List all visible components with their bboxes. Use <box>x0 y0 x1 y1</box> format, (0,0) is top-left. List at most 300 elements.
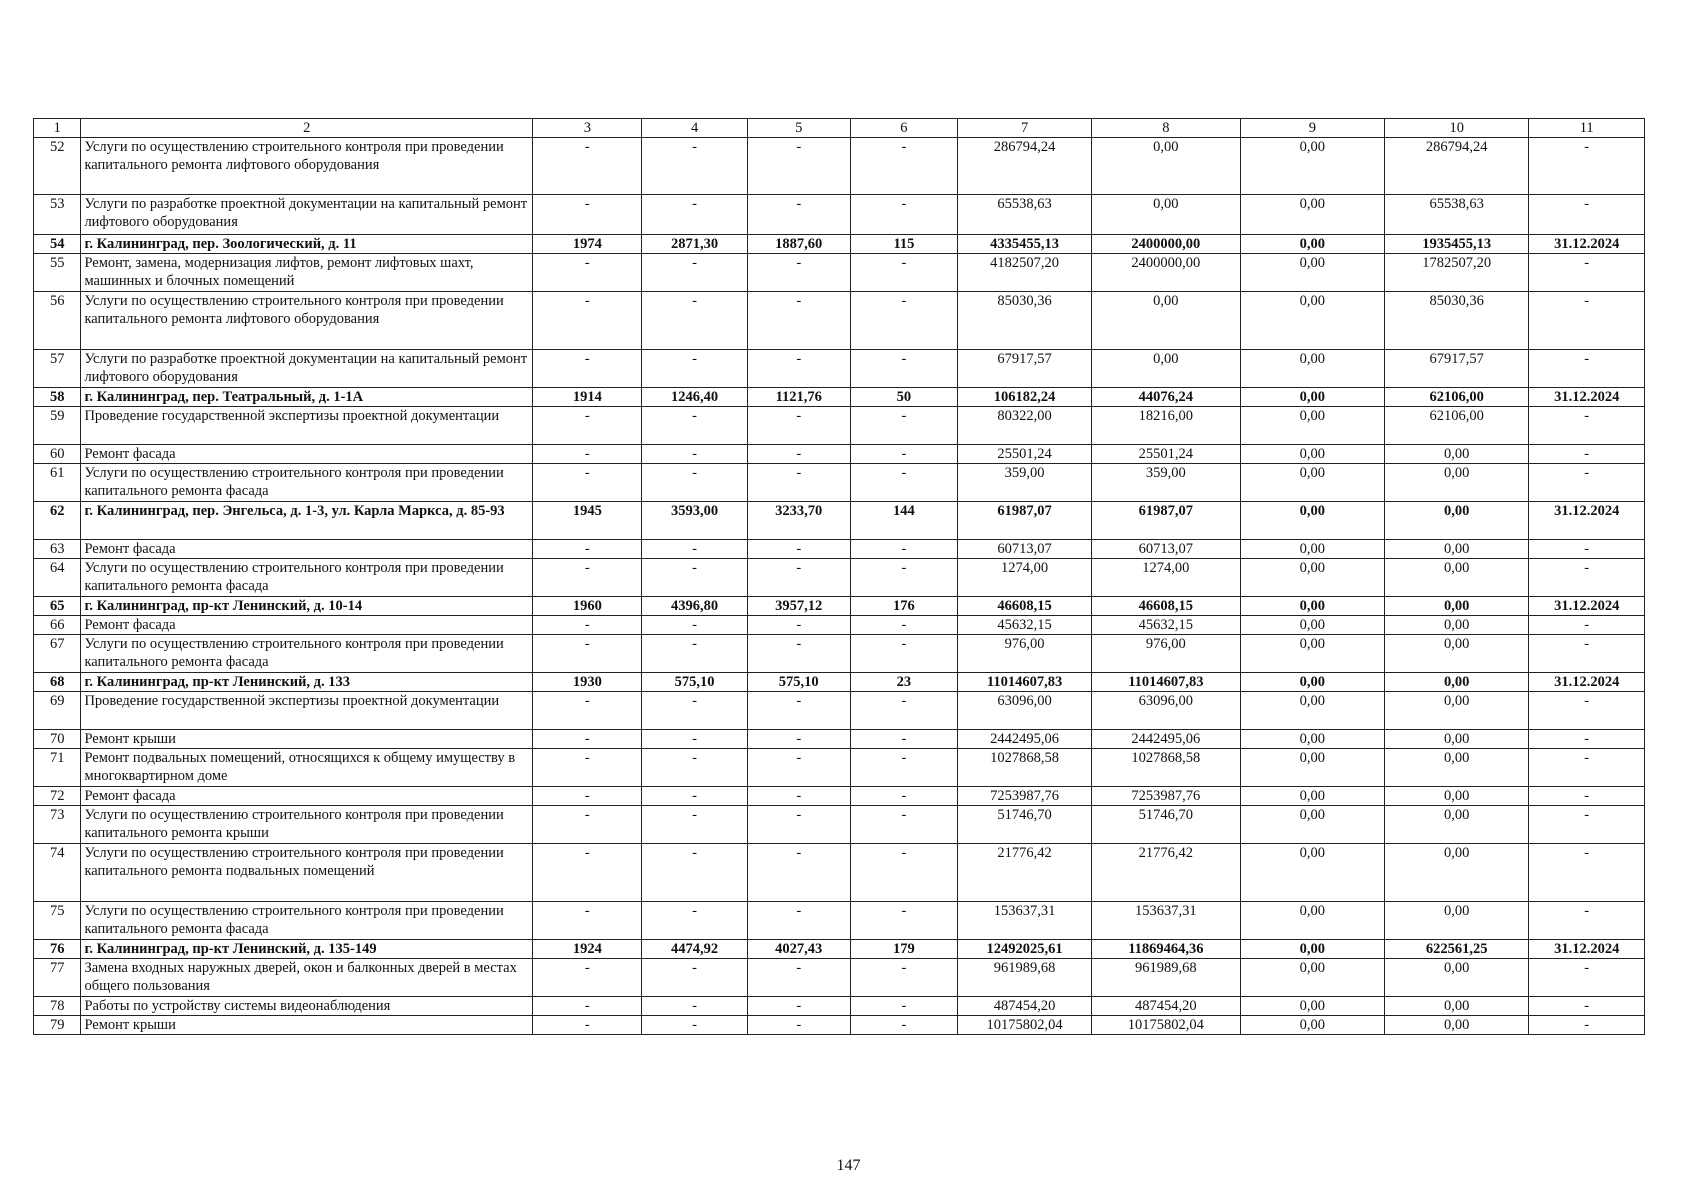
year-built-cell: - <box>533 806 642 844</box>
page-number: 147 <box>836 1157 861 1174</box>
cost-fund-cell: 21776,42 <box>1092 844 1241 902</box>
cost-budget-cell: 0,00 <box>1240 616 1384 635</box>
completion-date-cell: - <box>1529 540 1645 559</box>
total-cost-cell: 961989,68 <box>958 959 1092 997</box>
living-area-cell: 3233,70 <box>747 502 850 540</box>
column-header: 10 <box>1385 119 1529 138</box>
residents-cell: - <box>850 806 957 844</box>
living-area-cell: 575,10 <box>747 673 850 692</box>
cost-budget-cell: 0,00 <box>1240 559 1384 597</box>
item-name-cell: г. Калининград, пер. Театральный, д. 1-1А <box>81 388 533 407</box>
cost-fund-cell: 46608,15 <box>1092 597 1241 616</box>
total-cost-cell: 106182,24 <box>958 388 1092 407</box>
cost-budget-cell: 0,00 <box>1240 673 1384 692</box>
cost-owners-cell: 0,00 <box>1385 559 1529 597</box>
living-area-cell: - <box>747 997 850 1016</box>
total-area-cell: 1246,40 <box>642 388 747 407</box>
residents-cell: - <box>850 292 957 350</box>
total-cost-cell: 21776,42 <box>958 844 1092 902</box>
total-cost-cell: 976,00 <box>958 635 1092 673</box>
table-row <box>34 1016 1645 1035</box>
table-body <box>34 138 1645 1035</box>
completion-date-cell: - <box>1529 407 1645 445</box>
item-name-cell: г. Калининград, пр-кт Ленинский, д. 10-14 <box>81 597 533 616</box>
cost-budget-cell: 0,00 <box>1240 540 1384 559</box>
table-row <box>34 692 1645 730</box>
column-header: 7 <box>958 119 1092 138</box>
residents-cell: - <box>850 959 957 997</box>
residents-cell: - <box>850 559 957 597</box>
living-area-cell: 1121,76 <box>747 388 850 407</box>
cost-budget-cell: 0,00 <box>1240 502 1384 540</box>
residents-cell: - <box>850 787 957 806</box>
cost-fund-cell: 25501,24 <box>1092 445 1241 464</box>
completion-date-cell: - <box>1529 635 1645 673</box>
table-row <box>34 235 1645 254</box>
total-cost-cell: 7253987,76 <box>958 787 1092 806</box>
cost-owners-cell: 0,00 <box>1385 540 1529 559</box>
residents-cell: - <box>850 350 957 388</box>
year-built-cell: - <box>533 730 642 749</box>
living-area-cell: 1887,60 <box>747 235 850 254</box>
total-area-cell: - <box>642 540 747 559</box>
year-built-cell: - <box>533 464 642 502</box>
cost-fund-cell: 961989,68 <box>1092 959 1241 997</box>
item-name-cell: Услуги по осуществлению строительного контроля при проведении капитального ремонта фасада <box>81 902 533 940</box>
row-number-cell: 71 <box>34 749 81 787</box>
completion-date-cell: - <box>1529 749 1645 787</box>
item-name-cell: Ремонт крыши <box>81 730 533 749</box>
living-area-cell: - <box>747 350 850 388</box>
row-number-cell: 67 <box>34 635 81 673</box>
total-area-cell: - <box>642 635 747 673</box>
cost-owners-cell: 0,00 <box>1385 692 1529 730</box>
residents-cell: - <box>850 749 957 787</box>
cost-fund-cell: 1274,00 <box>1092 559 1241 597</box>
living-area-cell: - <box>747 959 850 997</box>
row-number-cell: 77 <box>34 959 81 997</box>
cost-budget-cell: 0,00 <box>1240 445 1384 464</box>
cost-budget-cell: 0,00 <box>1240 597 1384 616</box>
row-number-cell: 70 <box>34 730 81 749</box>
total-area-cell: - <box>642 806 747 844</box>
cost-budget-cell: 0,00 <box>1240 1016 1384 1035</box>
total-area-cell: - <box>642 350 747 388</box>
row-number-cell: 64 <box>34 559 81 597</box>
cost-fund-cell: 60713,07 <box>1092 540 1241 559</box>
total-cost-cell: 61987,07 <box>958 502 1092 540</box>
item-name-cell: г. Калининград, пер. Зоологический, д. 11 <box>81 235 533 254</box>
cost-budget-cell: 0,00 <box>1240 464 1384 502</box>
completion-date-cell: 31.12.2024 <box>1529 597 1645 616</box>
column-header: 11 <box>1529 119 1645 138</box>
residents-cell: 176 <box>850 597 957 616</box>
item-name-cell: Услуги по осуществлению строительного контроля при проведении капитального ремонта фасада <box>81 464 533 502</box>
year-built-cell: 1974 <box>533 235 642 254</box>
total-area-cell: - <box>642 787 747 806</box>
row-number-cell: 62 <box>34 502 81 540</box>
table-row <box>34 730 1645 749</box>
completion-date-cell: - <box>1529 959 1645 997</box>
cost-fund-cell: 61987,07 <box>1092 502 1241 540</box>
completion-date-cell: - <box>1529 730 1645 749</box>
data-table <box>33 118 1645 1035</box>
total-cost-cell: 2442495,06 <box>958 730 1092 749</box>
completion-date-cell: - <box>1529 254 1645 292</box>
column-header: 5 <box>747 119 850 138</box>
cost-budget-cell: 0,00 <box>1240 195 1384 235</box>
year-built-cell: 1960 <box>533 597 642 616</box>
cost-budget-cell: 0,00 <box>1240 806 1384 844</box>
column-header: 4 <box>642 119 747 138</box>
completion-date-cell: - <box>1529 844 1645 902</box>
living-area-cell: - <box>747 407 850 445</box>
cost-budget-cell: 0,00 <box>1240 844 1384 902</box>
total-area-cell: - <box>642 407 747 445</box>
total-cost-cell: 67917,57 <box>958 350 1092 388</box>
residents-cell: - <box>850 844 957 902</box>
table-row <box>34 749 1645 787</box>
header-row <box>34 119 1645 138</box>
cost-fund-cell: 2400000,00 <box>1092 235 1241 254</box>
cost-budget-cell: 0,00 <box>1240 138 1384 195</box>
total-cost-cell: 4182507,20 <box>958 254 1092 292</box>
completion-date-cell: 31.12.2024 <box>1529 502 1645 540</box>
row-number-cell: 60 <box>34 445 81 464</box>
cost-fund-cell: 0,00 <box>1092 350 1241 388</box>
item-name-cell: Ремонт фасада <box>81 787 533 806</box>
cost-owners-cell: 0,00 <box>1385 464 1529 502</box>
table-row <box>34 464 1645 502</box>
table-row <box>34 940 1645 959</box>
completion-date-cell: - <box>1529 692 1645 730</box>
item-name-cell: Проведение государственной экспертизы проектной документации <box>81 692 533 730</box>
completion-date-cell: - <box>1529 616 1645 635</box>
completion-date-cell: - <box>1529 292 1645 350</box>
total-area-cell: - <box>642 464 747 502</box>
cost-budget-cell: 0,00 <box>1240 235 1384 254</box>
completion-date-cell: 31.12.2024 <box>1529 673 1645 692</box>
completion-date-cell: - <box>1529 902 1645 940</box>
table-row <box>34 407 1645 445</box>
cost-fund-cell: 0,00 <box>1092 292 1241 350</box>
year-built-cell: 1924 <box>533 940 642 959</box>
table-row <box>34 673 1645 692</box>
living-area-cell: - <box>747 195 850 235</box>
row-number-cell: 69 <box>34 692 81 730</box>
cost-owners-cell: 0,00 <box>1385 806 1529 844</box>
year-built-cell: - <box>533 1016 642 1035</box>
item-name-cell: г. Калининград, пр-кт Ленинский, д. 135-149 <box>81 940 533 959</box>
table-row <box>34 350 1645 388</box>
residents-cell: 144 <box>850 502 957 540</box>
item-name-cell: Ремонт фасада <box>81 540 533 559</box>
table-row <box>34 138 1645 195</box>
total-cost-cell: 60713,07 <box>958 540 1092 559</box>
row-number-cell: 72 <box>34 787 81 806</box>
item-name-cell: Ремонт крыши <box>81 1016 533 1035</box>
cost-owners-cell: 85030,36 <box>1385 292 1529 350</box>
year-built-cell: 1945 <box>533 502 642 540</box>
completion-date-cell: - <box>1529 559 1645 597</box>
cost-budget-cell: 0,00 <box>1240 940 1384 959</box>
row-number-cell: 61 <box>34 464 81 502</box>
table-row <box>34 959 1645 997</box>
total-area-cell: 2871,30 <box>642 235 747 254</box>
living-area-cell: 4027,43 <box>747 940 850 959</box>
total-area-cell: - <box>642 1016 747 1035</box>
cost-budget-cell: 0,00 <box>1240 959 1384 997</box>
living-area-cell: - <box>747 902 850 940</box>
cost-owners-cell: 0,00 <box>1385 597 1529 616</box>
residents-cell: - <box>850 902 957 940</box>
total-cost-cell: 359,00 <box>958 464 1092 502</box>
cost-budget-cell: 0,00 <box>1240 388 1384 407</box>
living-area-cell: - <box>747 464 850 502</box>
column-header: 1 <box>34 119 81 138</box>
residents-cell: - <box>850 138 957 195</box>
total-area-cell: 3593,00 <box>642 502 747 540</box>
cost-budget-cell: 0,00 <box>1240 997 1384 1016</box>
cost-owners-cell: 62106,00 <box>1385 407 1529 445</box>
total-cost-cell: 4335455,13 <box>958 235 1092 254</box>
cost-budget-cell: 0,00 <box>1240 635 1384 673</box>
row-number-cell: 56 <box>34 292 81 350</box>
cost-owners-cell: 1935455,13 <box>1385 235 1529 254</box>
table-row <box>34 254 1645 292</box>
cost-fund-cell: 44076,24 <box>1092 388 1241 407</box>
total-cost-cell: 1027868,58 <box>958 749 1092 787</box>
residents-cell: - <box>850 540 957 559</box>
living-area-cell: - <box>747 445 850 464</box>
total-cost-cell: 46608,15 <box>958 597 1092 616</box>
row-number-cell: 55 <box>34 254 81 292</box>
column-header: 3 <box>533 119 642 138</box>
total-area-cell: - <box>642 959 747 997</box>
living-area-cell: 3957,12 <box>747 597 850 616</box>
residents-cell: - <box>850 464 957 502</box>
residents-cell: 179 <box>850 940 957 959</box>
year-built-cell: - <box>533 616 642 635</box>
year-built-cell: - <box>533 445 642 464</box>
cost-budget-cell: 0,00 <box>1240 749 1384 787</box>
year-built-cell: - <box>533 635 642 673</box>
column-header: 6 <box>850 119 957 138</box>
row-number-cell: 74 <box>34 844 81 902</box>
total-area-cell: - <box>642 445 747 464</box>
completion-date-cell: - <box>1529 787 1645 806</box>
cost-fund-cell: 1027868,58 <box>1092 749 1241 787</box>
row-number-cell: 57 <box>34 350 81 388</box>
total-area-cell: - <box>642 616 747 635</box>
total-area-cell: - <box>642 692 747 730</box>
row-number-cell: 75 <box>34 902 81 940</box>
year-built-cell: - <box>533 195 642 235</box>
item-name-cell: Ремонт фасада <box>81 616 533 635</box>
total-area-cell: 575,10 <box>642 673 747 692</box>
column-header: 2 <box>81 119 533 138</box>
cost-owners-cell: 0,00 <box>1385 1016 1529 1035</box>
table-row <box>34 806 1645 844</box>
item-name-cell: г. Калининград, пр-кт Ленинский, д. 133 <box>81 673 533 692</box>
completion-date-cell: - <box>1529 195 1645 235</box>
completion-date-cell: - <box>1529 806 1645 844</box>
item-name-cell: Услуги по осуществлению строительного контроля при проведении капитального ремонта подвальных помещений <box>81 844 533 902</box>
total-cost-cell: 11014607,83 <box>958 673 1092 692</box>
cost-fund-cell: 0,00 <box>1092 195 1241 235</box>
cost-fund-cell: 7253987,76 <box>1092 787 1241 806</box>
total-area-cell: - <box>642 749 747 787</box>
total-area-cell: - <box>642 292 747 350</box>
total-area-cell: - <box>642 254 747 292</box>
total-cost-cell: 25501,24 <box>958 445 1092 464</box>
row-number-cell: 54 <box>34 235 81 254</box>
residents-cell: 23 <box>850 673 957 692</box>
item-name-cell: Услуги по разработке проектной документации на капитальный ремонт лифтового оборудования <box>81 350 533 388</box>
table-row <box>34 635 1645 673</box>
total-cost-cell: 10175802,04 <box>958 1016 1092 1035</box>
cost-fund-cell: 359,00 <box>1092 464 1241 502</box>
living-area-cell: - <box>747 844 850 902</box>
cost-owners-cell: 0,00 <box>1385 997 1529 1016</box>
living-area-cell: - <box>747 254 850 292</box>
year-built-cell: 1914 <box>533 388 642 407</box>
residents-cell: - <box>850 445 957 464</box>
cost-owners-cell: 0,00 <box>1385 902 1529 940</box>
living-area-cell: - <box>747 730 850 749</box>
residents-cell: - <box>850 1016 957 1035</box>
residents-cell: - <box>850 254 957 292</box>
cost-owners-cell: 0,00 <box>1385 502 1529 540</box>
total-area-cell: 4474,92 <box>642 940 747 959</box>
table-row <box>34 559 1645 597</box>
year-built-cell: - <box>533 559 642 597</box>
total-area-cell: - <box>642 730 747 749</box>
cost-owners-cell: 0,00 <box>1385 749 1529 787</box>
residents-cell: - <box>850 692 957 730</box>
row-number-cell: 66 <box>34 616 81 635</box>
cost-owners-cell: 1782507,20 <box>1385 254 1529 292</box>
cost-budget-cell: 0,00 <box>1240 787 1384 806</box>
cost-fund-cell: 11014607,83 <box>1092 673 1241 692</box>
item-name-cell: Услуги по осуществлению строительного контроля при проведении капитального ремонта фасада <box>81 559 533 597</box>
year-built-cell: - <box>533 692 642 730</box>
table-row <box>34 787 1645 806</box>
cost-fund-cell: 18216,00 <box>1092 407 1241 445</box>
row-number-cell: 58 <box>34 388 81 407</box>
item-name-cell: Услуги по осуществлению строительного контроля при проведении капитального ремонта лифтового оборудования <box>81 292 533 350</box>
living-area-cell: - <box>747 806 850 844</box>
table-row <box>34 195 1645 235</box>
cost-budget-cell: 0,00 <box>1240 254 1384 292</box>
row-number-cell: 65 <box>34 597 81 616</box>
cost-owners-cell: 0,00 <box>1385 616 1529 635</box>
cost-fund-cell: 2442495,06 <box>1092 730 1241 749</box>
year-built-cell: 1930 <box>533 673 642 692</box>
cost-fund-cell: 11869464,36 <box>1092 940 1241 959</box>
cost-budget-cell: 0,00 <box>1240 292 1384 350</box>
row-number-cell: 63 <box>34 540 81 559</box>
total-area-cell: - <box>642 195 747 235</box>
year-built-cell: - <box>533 997 642 1016</box>
table-row <box>34 445 1645 464</box>
residents-cell: - <box>850 730 957 749</box>
cost-owners-cell: 0,00 <box>1385 787 1529 806</box>
column-header: 9 <box>1240 119 1384 138</box>
residents-cell: - <box>850 195 957 235</box>
year-built-cell: - <box>533 902 642 940</box>
cost-owners-cell: 0,00 <box>1385 673 1529 692</box>
completion-date-cell: - <box>1529 1016 1645 1035</box>
cost-fund-cell: 63096,00 <box>1092 692 1241 730</box>
completion-date-cell: - <box>1529 997 1645 1016</box>
item-name-cell: Услуги по осуществлению строительного контроля при проведении капитального ремонта фасада <box>81 635 533 673</box>
year-built-cell: - <box>533 407 642 445</box>
residents-cell: - <box>850 407 957 445</box>
column-header: 8 <box>1092 119 1241 138</box>
cost-budget-cell: 0,00 <box>1240 730 1384 749</box>
year-built-cell: - <box>533 787 642 806</box>
total-cost-cell: 80322,00 <box>958 407 1092 445</box>
item-name-cell: Услуги по осуществлению строительного контроля при проведении капитального ремонта лифтового оборудования <box>81 138 533 195</box>
total-area-cell: 4396,80 <box>642 597 747 616</box>
row-number-cell: 76 <box>34 940 81 959</box>
living-area-cell: - <box>747 787 850 806</box>
item-name-cell: Ремонт, замена, модернизация лифтов, ремонт лифтовых шахт, машинных и блочных помещений <box>81 254 533 292</box>
cost-budget-cell: 0,00 <box>1240 692 1384 730</box>
living-area-cell: - <box>747 749 850 787</box>
year-built-cell: - <box>533 292 642 350</box>
completion-date-cell: - <box>1529 350 1645 388</box>
living-area-cell: - <box>747 540 850 559</box>
total-area-cell: - <box>642 844 747 902</box>
total-cost-cell: 12492025,61 <box>958 940 1092 959</box>
cost-fund-cell: 2400000,00 <box>1092 254 1241 292</box>
table-row <box>34 902 1645 940</box>
item-name-cell: Работы по устройству системы видеонаблюдения <box>81 997 533 1016</box>
cost-owners-cell: 622561,25 <box>1385 940 1529 959</box>
total-cost-cell: 153637,31 <box>958 902 1092 940</box>
cost-budget-cell: 0,00 <box>1240 902 1384 940</box>
year-built-cell: - <box>533 254 642 292</box>
row-number-cell: 68 <box>34 673 81 692</box>
row-number-cell: 59 <box>34 407 81 445</box>
living-area-cell: - <box>747 616 850 635</box>
living-area-cell: - <box>747 559 850 597</box>
residents-cell: - <box>850 997 957 1016</box>
item-name-cell: Замена входных наружных дверей, окон и балконных дверей в местах общего пользования <box>81 959 533 997</box>
total-cost-cell: 1274,00 <box>958 559 1092 597</box>
cost-owners-cell: 65538,63 <box>1385 195 1529 235</box>
table-row <box>34 540 1645 559</box>
residents-cell: 115 <box>850 235 957 254</box>
row-number-cell: 53 <box>34 195 81 235</box>
row-number-cell: 78 <box>34 997 81 1016</box>
cost-fund-cell: 51746,70 <box>1092 806 1241 844</box>
living-area-cell: - <box>747 292 850 350</box>
cost-owners-cell: 0,00 <box>1385 844 1529 902</box>
total-cost-cell: 286794,24 <box>958 138 1092 195</box>
cost-owners-cell: 286794,24 <box>1385 138 1529 195</box>
cost-owners-cell: 67917,57 <box>1385 350 1529 388</box>
cost-fund-cell: 10175802,04 <box>1092 1016 1241 1035</box>
total-area-cell: - <box>642 559 747 597</box>
completion-date-cell: - <box>1529 464 1645 502</box>
total-cost-cell: 63096,00 <box>958 692 1092 730</box>
cost-owners-cell: 62106,00 <box>1385 388 1529 407</box>
table-row <box>34 616 1645 635</box>
cost-fund-cell: 487454,20 <box>1092 997 1241 1016</box>
